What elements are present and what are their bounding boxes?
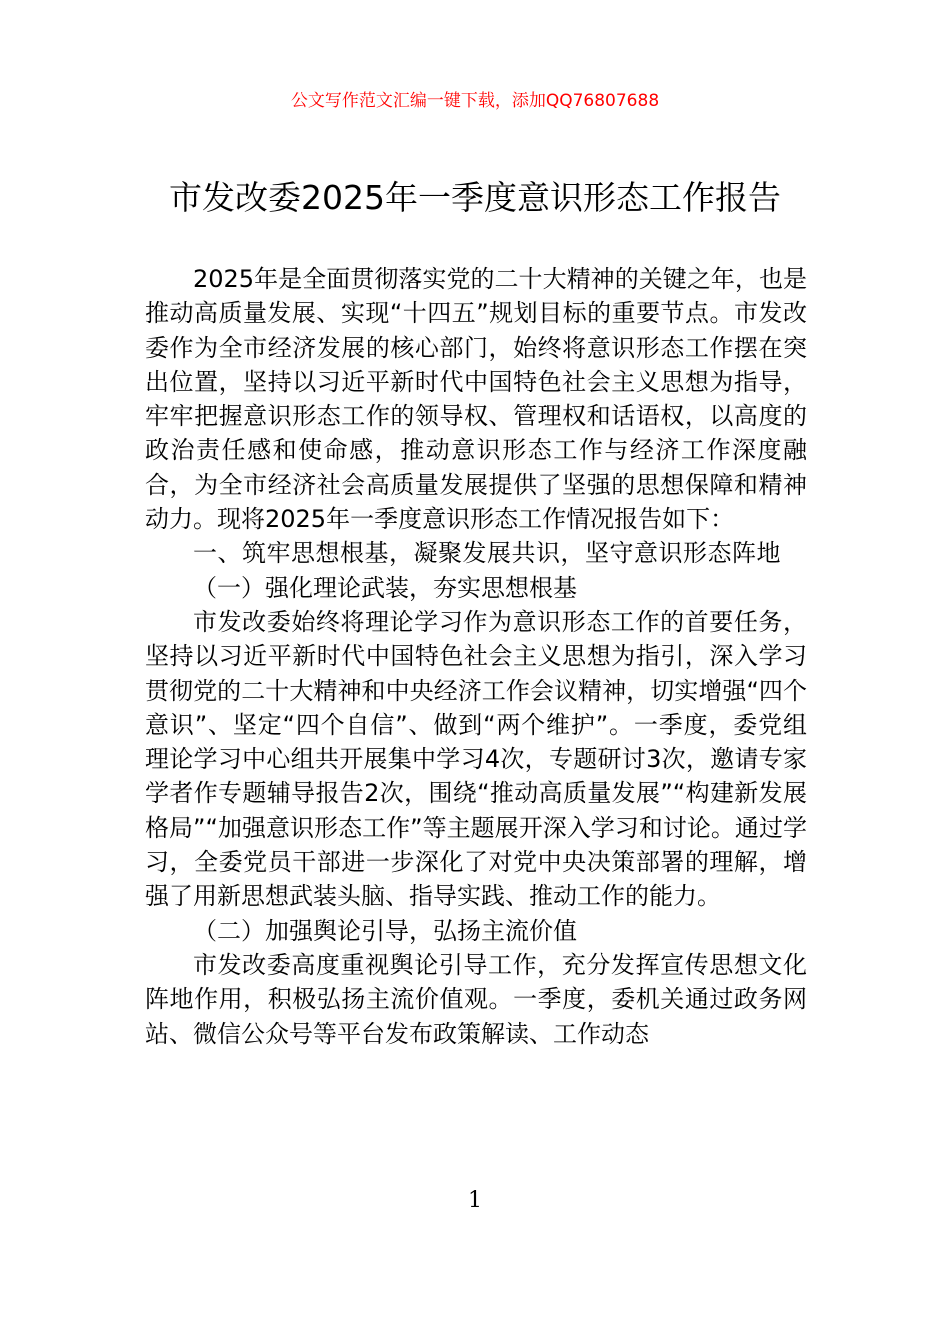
section-heading-1: 一、筑牢思想根基，凝聚发展共识，坚守意识形态阵地 [193, 539, 781, 568]
subsection-heading-1: （一）强化理论武装，夯实思想根基 [193, 573, 577, 602]
document-body [145, 262, 807, 1051]
page-title: 市发改委2025年一季度意识形态工作报告 [169, 178, 781, 217]
body-paragraph: 市发改委始终将理论学习作为意识形态工作的首要任务，坚持以习近平新时代中国特色社会主义思想为指引，深入学习贯彻党的二十大精神和中央经济工作会议精神，切实增强“四个意识”、坚定“四个自信”、做到“两个维护”。一季度，委党组理论学习中心组共开展集中学习4次，专题研讨3次，邀请专家学者作专题辅导报告2次，围绕“推动高质量发展”“构建新发展格局”“加强意识形态工作”等主题展开深入学习和讨论。通过学习，全委党员干部进一步深化了对党中央决策部署的理解，增强了用新思想武装头脑、指导实践、推动工作的能力。 [145, 607, 807, 911]
subsection-heading-2: （二）加强舆论引导，弘扬主流价值 [193, 916, 577, 945]
page-number: 1 [468, 1188, 482, 1213]
body-paragraph: 市发改委高度重视舆论引导工作，充分发挥宣传思想文化阵地作用，积极弘扬主流价值观。一季度，委机关通过政务网站、微信公众号等平台发布政策解读、工作动态 [145, 950, 807, 1048]
download-banner: 公文写作范文汇编一键下载，添加QQ76807688 [290, 91, 660, 111]
intro-paragraph: 2025年是全面贯彻落实党的二十大精神的关键之年，也是推动高质量发展、实现“十四五”规划目标的重要节点。市发改委作为全市经济发展的核心部门，始终将意识形态工作摆在突出位置，坚持以习近平新时代中国特色社会主义思想为指导，牢牢把握意识形态工作的领导权、管理权和话语权，以高度的政治责任感和使命感，推动意识形态工作与经济工作深度融合，为全市经济社会高质量发展提供了坚强的思想保障和精神动力。现将2025年一季度意识形态工作情况报告如下： [145, 265, 807, 534]
